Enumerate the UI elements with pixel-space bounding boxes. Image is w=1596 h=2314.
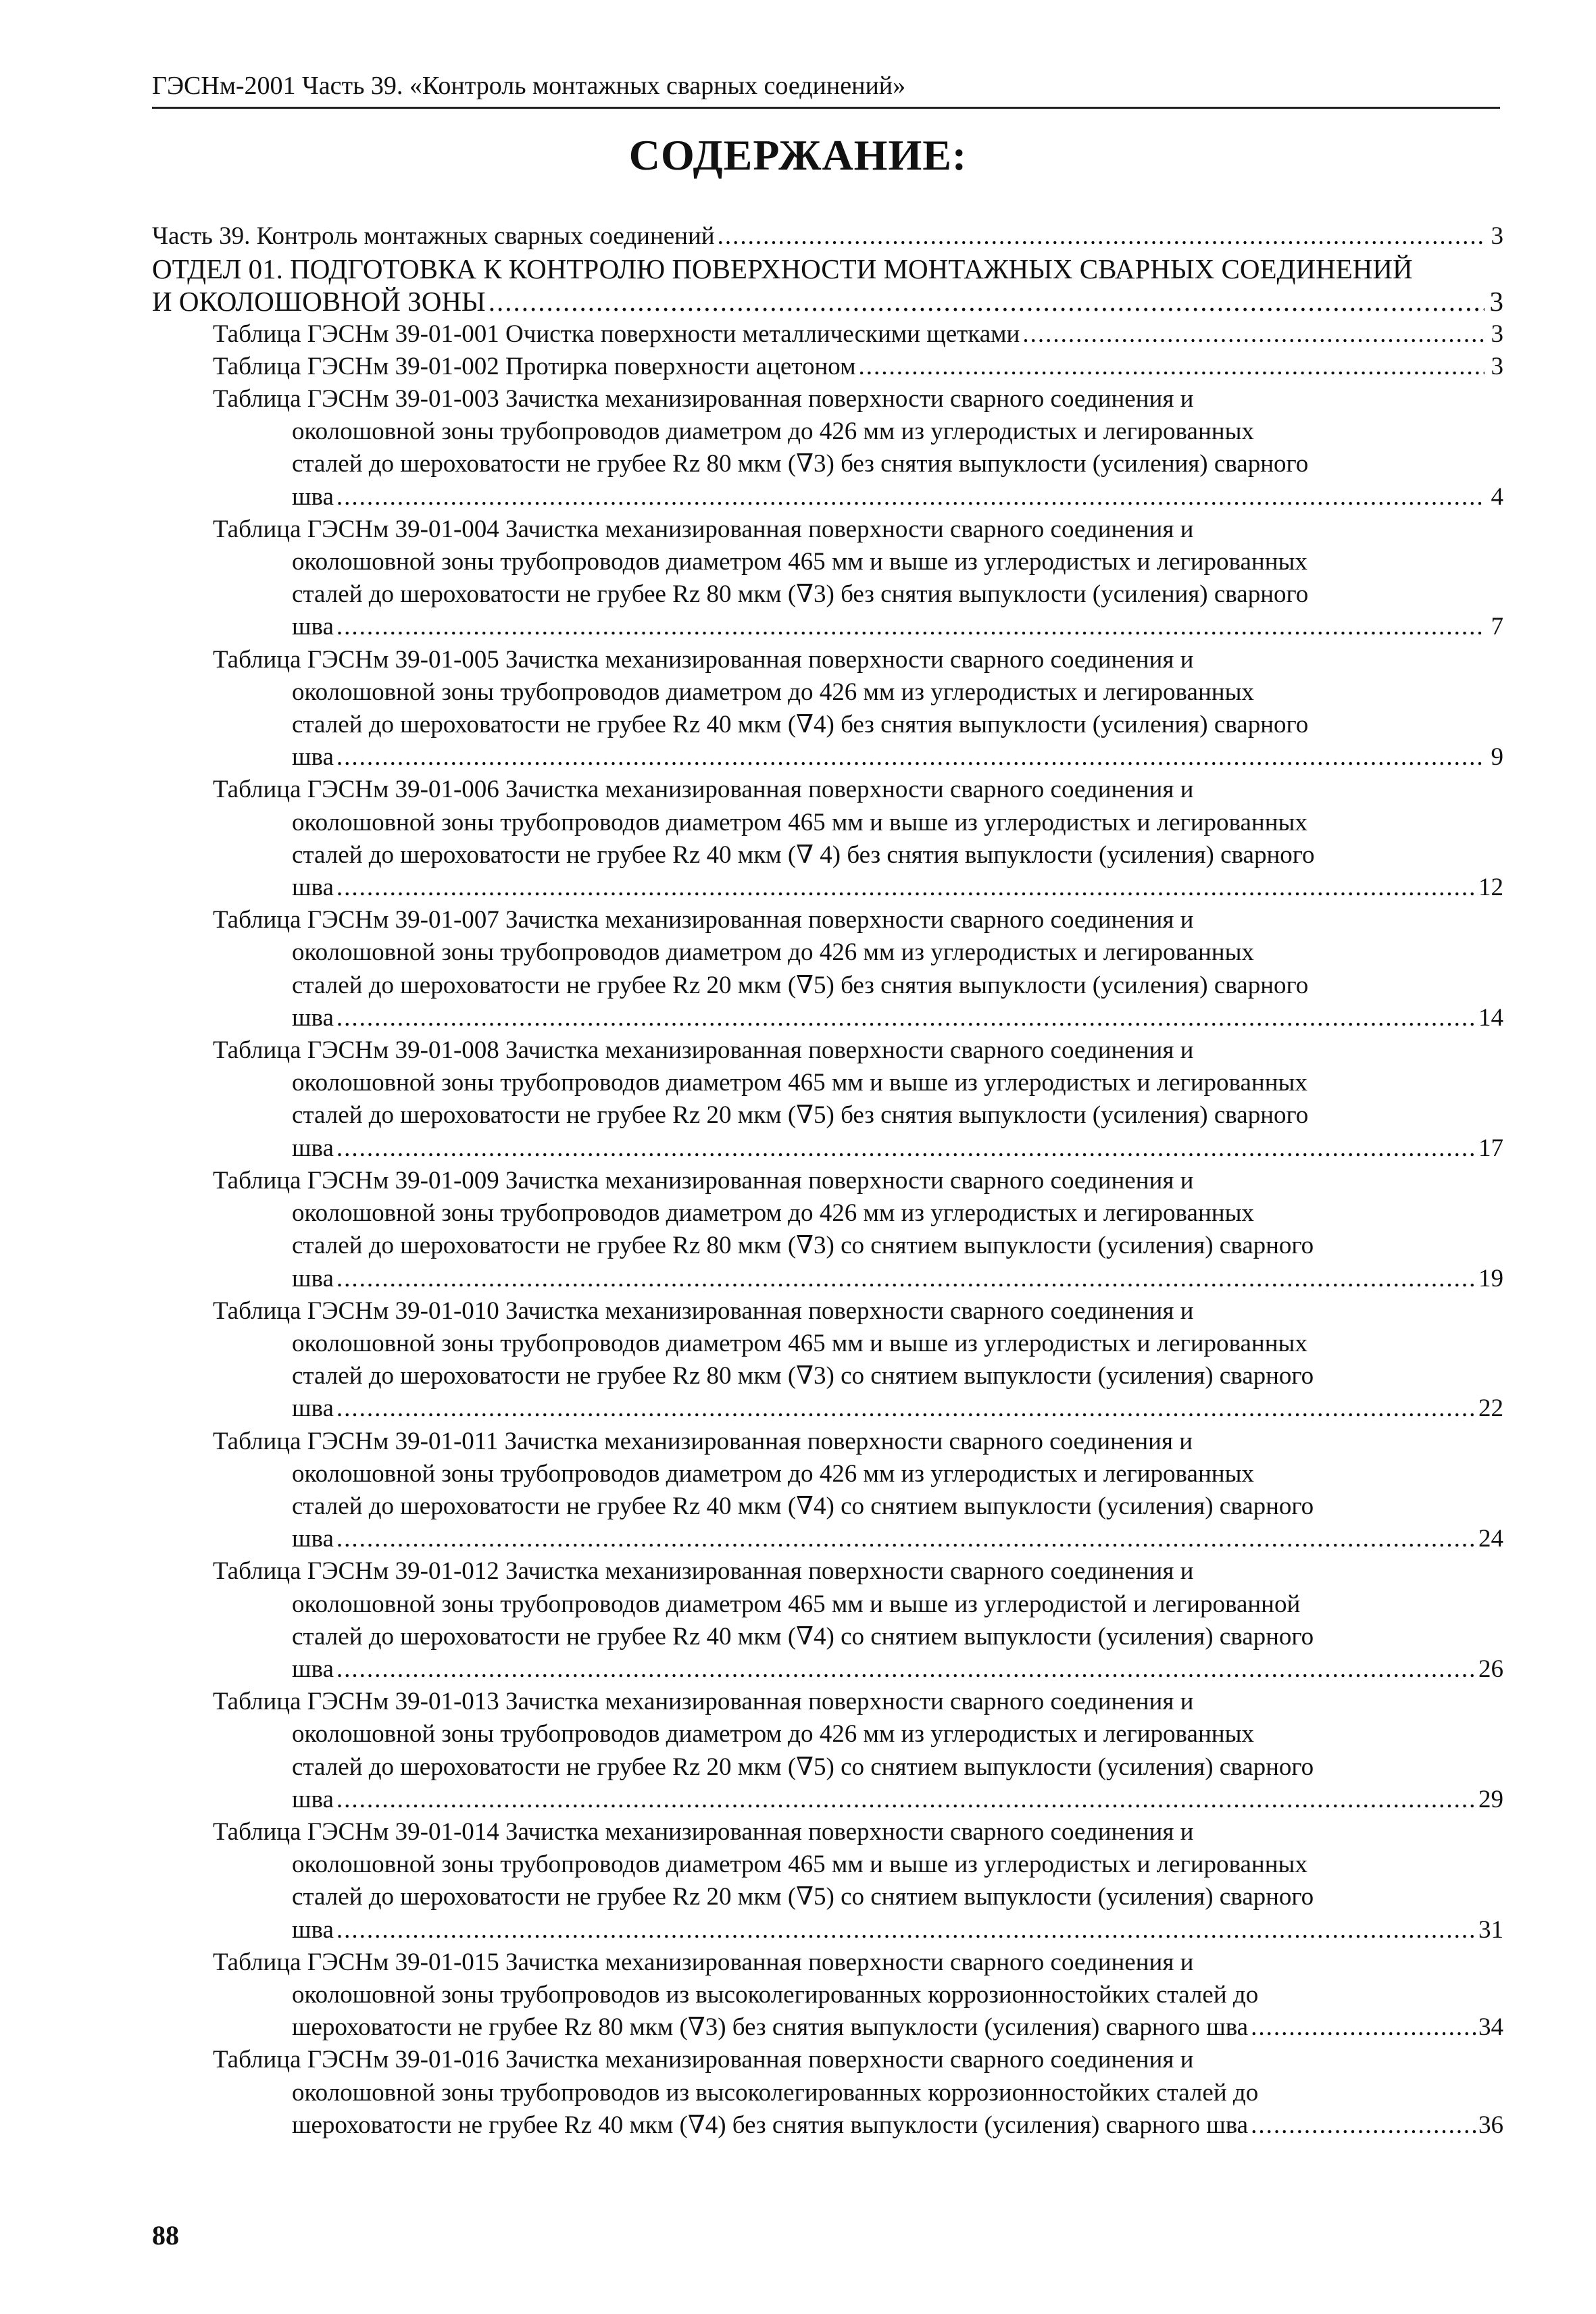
toc-entry-last-line	[213, 1653, 1503, 1686]
toc-page-number: 9	[1491, 743, 1503, 772]
dot-leader	[718, 220, 1485, 253]
toc-entry-line: околошовной зоны трубопроводов диаметром 465 мм и выше из углеродистой и легированной	[292, 1590, 1301, 1618]
toc-entry	[152, 318, 1503, 351]
toc-entry	[152, 1034, 1503, 1165]
toc-entry-line: сталей до шероховатости не грубее Rz 80 мкм (∇3) со снятием выпуклости (усиления) сварного	[292, 1232, 1314, 1260]
toc-page-number: 3	[1491, 352, 1503, 380]
toc-entry-text: шва	[292, 1655, 334, 1683]
toc-entry-text: шва	[292, 1394, 334, 1423]
dot-leader	[336, 1263, 1476, 1295]
toc-entry-line: Таблица ГЭСНм 39-01-012 Зачистка механизированная поверхности сварного соединения и	[213, 1557, 1194, 1586]
toc-entry-last-line	[213, 481, 1503, 513]
toc-page-number: 36	[1478, 2111, 1503, 2139]
toc-entry-line: Таблица ГЭСНм 39-01-008 Зачистка механизированная поверхности сварного соединения и	[213, 1036, 1194, 1065]
toc-page-number: 19	[1478, 1264, 1503, 1292]
toc-entry-last-line	[213, 318, 1503, 351]
toc-page-number: 14	[1478, 1003, 1503, 1032]
toc-page-number: 3	[1491, 222, 1503, 250]
dot-leader	[336, 481, 1485, 513]
dot-leader	[859, 351, 1485, 383]
running-header: ГЭСНм-2001 Часть 39. «Контроль монтажных сварных соединений»	[152, 72, 906, 100]
toc-entry-text: шва	[292, 874, 334, 902]
toc-entry-line: Таблица ГЭСНм 39-01-016 Зачистка механизированная поверхности сварного соединения и	[213, 2046, 1194, 2074]
toc-page-number: 26	[1478, 1655, 1503, 1683]
toc-entry-last-line	[213, 1002, 1503, 1034]
toc-entry-line: Таблица ГЭСНм 39-01-004 Зачистка механизированная поверхности сварного соединения и	[213, 515, 1194, 543]
toc-entry	[152, 351, 1503, 383]
toc-page-number: 12	[1478, 874, 1503, 902]
toc-entry-last-line	[213, 1263, 1503, 1295]
toc-entry-line: Таблица ГЭСНм 39-01-003 Зачистка механизированная поверхности сварного соединения и	[213, 385, 1194, 413]
toc-entry-line: Таблица ГЭСНм 39-01-011 Зачистка механизированная поверхности сварного соединения и	[213, 1427, 1193, 1455]
dot-leader	[336, 1132, 1476, 1165]
toc-entry-line: сталей до шероховатости не грубее Rz 40 мкм (∇ 4) без снятия выпуклости (усиления) сварного	[292, 840, 1315, 869]
dot-leader	[336, 1914, 1476, 1946]
dot-leader	[489, 285, 1485, 318]
toc-page-number: 22	[1478, 1394, 1503, 1423]
toc-entry-line: околошовной зоны трубопроводов диаметром 465 мм и выше из углеродистых и легированных	[292, 1069, 1307, 1097]
toc-entry-text: Таблица ГЭСНм 39-01-001 Очистка поверхности металлическими щетками	[213, 320, 1020, 348]
toc-entry-line: сталей до шероховатости не грубее Rz 40 мкм (∇4) со снятием выпуклости (усиления) сварного	[292, 1622, 1314, 1651]
toc-entry-text: шва	[292, 743, 334, 772]
toc-entry	[152, 1816, 1503, 1946]
toc-entry-line: Таблица ГЭСНм 39-01-005 Зачистка механизированная поверхности сварного соединения и	[213, 645, 1194, 674]
toc-entry-text: шероховатости не грубее Rz 80 мкм (∇3) без снятия выпуклости (усиления) сварного шва	[292, 2013, 1249, 2042]
dot-leader	[1022, 318, 1485, 351]
dot-leader	[336, 1653, 1476, 1686]
toc-entry-line: Таблица ГЭСНм 39-01-013 Зачистка механизированная поверхности сварного соединения и	[213, 1688, 1194, 1716]
toc-entry-line: околошовной зоны трубопроводов диаметром до 426 мм из углеродистых и легированных	[292, 938, 1254, 967]
toc-entry-text: шва	[292, 1003, 334, 1032]
toc-entry-line: Таблица ГЭСНм 39-01-014 Зачистка механизированная поверхности сварного соединения и	[213, 1817, 1194, 1846]
toc-page-number: 31	[1478, 1915, 1503, 1944]
toc-page-number: 34	[1478, 2013, 1503, 2042]
toc-page-number: 3	[1489, 286, 1503, 318]
toc-entry-line: ОТДЕЛ 01. ПОДГОТОВКА К КОНТРОЛЮ ПОВЕРХНОСТИ МОНТАЖНЫХ СВАРНЫХ СОЕДИНЕНИЙ	[152, 253, 1413, 285]
toc-entry	[152, 1165, 1503, 1295]
toc-entry-last-line	[213, 1914, 1503, 1946]
toc-entry-line: околошовной зоны трубопроводов диаметром 465 мм и выше из углеродистых и легированных	[292, 548, 1307, 576]
toc-entry-line: околошовной зоны трубопроводов из высоколегированных коррозионностойких сталей до	[292, 1980, 1259, 2009]
toc-entry-line: сталей до шероховатости не грубее Rz 20 мкм (∇5) без снятия выпуклости (усиления) сварного	[292, 971, 1309, 999]
toc-entry	[152, 383, 1503, 513]
toc-entry	[152, 904, 1503, 1034]
toc-entry-line: околошовной зоны трубопроводов диаметром до 426 мм из углеродистых и легированных	[292, 418, 1254, 446]
toc-entry-line: околошовной зоны трубопроводов диаметром до 426 мм из углеродистых и легированных	[292, 1720, 1254, 1749]
toc-entry-line: Таблица ГЭСНм 39-01-015 Зачистка механизированная поверхности сварного соединения и	[213, 1948, 1194, 1976]
toc-entry-last-line	[213, 872, 1503, 904]
toc-entry	[152, 1295, 1503, 1426]
toc-entry-line: сталей до шероховатости не грубее Rz 80 мкм (∇3) без снятия выпуклости (усиления) сварного	[292, 450, 1309, 478]
toc-entry-text: шва	[292, 1525, 334, 1553]
toc-entry	[152, 1686, 1503, 1816]
toc-entry-text: шероховатости не грубее Rz 40 мкм (∇4) без снятия выпуклости (усиления) сварного шва	[292, 2111, 1249, 2139]
table-of-contents	[152, 220, 1503, 2142]
toc-entry-line: сталей до шероховатости не грубее Rz 40 мкм (∇4) без снятия выпуклости (усиления) сварного	[292, 711, 1309, 739]
toc-entry-last-line	[152, 220, 1503, 253]
toc-entry-line: Таблица ГЭСНм 39-01-006 Зачистка механизированная поверхности сварного соединения и	[213, 776, 1194, 804]
toc-entry	[152, 253, 1503, 318]
toc-entry-line: околошовной зоны трубопроводов диаметром до 426 мм из углеродистых и легированных	[292, 1459, 1254, 1488]
toc-entry-line: околошовной зоны трубопроводов диаметром 465 мм и выше из углеродистых и легированных	[292, 1329, 1307, 1357]
toc-entry	[152, 1555, 1503, 1686]
toc-entry-last-line	[213, 1784, 1503, 1816]
dot-leader	[1251, 2109, 1476, 2142]
dot-leader	[336, 1523, 1476, 1555]
dot-leader	[336, 1002, 1476, 1034]
toc-entry-line: сталей до шероховатости не грубее Rz 80 мкм (∇3) без снятия выпуклости (усиления) сварного	[292, 580, 1309, 609]
dot-leader	[1251, 2011, 1476, 2044]
dot-leader	[336, 611, 1485, 643]
toc-entry-line: сталей до шероховатости не грубее Rz 20 мкм (∇5) со снятием выпуклости (усиления) сварного	[292, 1753, 1314, 1781]
page-title: СОДЕРЖАНИЕ:	[628, 131, 968, 179]
toc-entry-line: околошовной зоны трубопроводов из высоколегированных коррозионностойких сталей до	[292, 2078, 1259, 2107]
toc-entry-last-line	[213, 611, 1503, 643]
toc-entry-last-line	[213, 2109, 1503, 2142]
toc-entry	[152, 220, 1503, 253]
toc-entry-line: околошовной зоны трубопроводов диаметром 465 мм и выше из углеродистых и легированных	[292, 1851, 1307, 1879]
toc-entry-text: шва	[292, 613, 334, 641]
toc-entry-text: шва	[292, 1915, 334, 1944]
toc-entry-text: шва	[292, 1134, 334, 1162]
toc-entry-line: околошовной зоны трубопроводов диаметром до 426 мм из углеродистых и легированных	[292, 678, 1254, 706]
toc-entry	[152, 644, 1503, 774]
page-number: 88	[152, 2220, 179, 2250]
dot-leader	[336, 1392, 1476, 1425]
toc-entry	[152, 1946, 1503, 2044]
toc-entry-line: сталей до шероховатости не грубее Rz 80 мкм (∇3) со снятием выпуклости (усиления) сварного	[292, 1362, 1314, 1390]
toc-page-number: 3	[1491, 320, 1503, 348]
toc-entry-line: сталей до шероховатости не грубее Rz 20 мкм (∇5) без снятия выпуклости (усиления) сварного	[292, 1101, 1309, 1130]
toc-entry-last-line	[213, 1523, 1503, 1555]
toc-page-number: 29	[1478, 1785, 1503, 1813]
toc-entry-text: Часть 39. Контроль монтажных сварных соединений	[152, 222, 715, 250]
toc-entry	[152, 774, 1503, 904]
toc-entry	[152, 1426, 1503, 1556]
toc-entry-line: сталей до шероховатости не грубее Rz 20 мкм (∇5) со снятием выпуклости (усиления) сварного	[292, 1883, 1314, 1911]
toc-entry-last-line	[213, 2011, 1503, 2044]
toc-entry-line: околошовной зоны трубопроводов диаметром до 426 мм из углеродистых и легированных	[292, 1199, 1254, 1228]
toc-entry-text: Таблица ГЭСНм 39-01-002 Протирка поверхности ацетоном	[213, 352, 856, 380]
toc-entry	[152, 513, 1503, 644]
toc-entry-last-line	[213, 1392, 1503, 1425]
toc-page-number: 4	[1491, 482, 1503, 511]
toc-entry-line: Таблица ГЭСНм 39-01-009 Зачистка механизированная поверхности сварного соединения и	[213, 1166, 1194, 1194]
toc-entry-line: околошовной зоны трубопроводов диаметром 465 мм и выше из углеродистых и легированных	[292, 808, 1307, 836]
toc-entry-text: шва	[292, 482, 334, 511]
toc-entry	[152, 2044, 1503, 2142]
toc-page-number: 24	[1478, 1525, 1503, 1553]
toc-entry-text: шва	[292, 1264, 334, 1292]
toc-entry-last-line	[152, 285, 1503, 318]
dot-leader	[336, 872, 1476, 904]
dot-leader	[336, 1784, 1476, 1816]
toc-entry-last-line	[213, 1132, 1503, 1165]
header-rule	[152, 107, 1500, 109]
toc-entry-last-line	[213, 351, 1503, 383]
dot-leader	[336, 741, 1485, 774]
toc-entry-line: Таблица ГЭСНм 39-01-010 Зачистка механизированная поверхности сварного соединения и	[213, 1297, 1194, 1325]
toc-entry-text: шва	[292, 1785, 334, 1813]
toc-entry-last-line	[213, 741, 1503, 774]
toc-entry-line: Таблица ГЭСНм 39-01-007 Зачистка механизированная поверхности сварного соединения и	[213, 906, 1194, 934]
toc-page-number: 7	[1491, 613, 1503, 641]
toc-entry-line: сталей до шероховатости не грубее Rz 40 мкм (∇4) со снятием выпуклости (усиления) сварного	[292, 1492, 1314, 1520]
toc-entry-text: И ОКОЛОШОВНОЙ ЗОНЫ	[152, 286, 486, 318]
toc-page-number: 17	[1478, 1134, 1503, 1162]
